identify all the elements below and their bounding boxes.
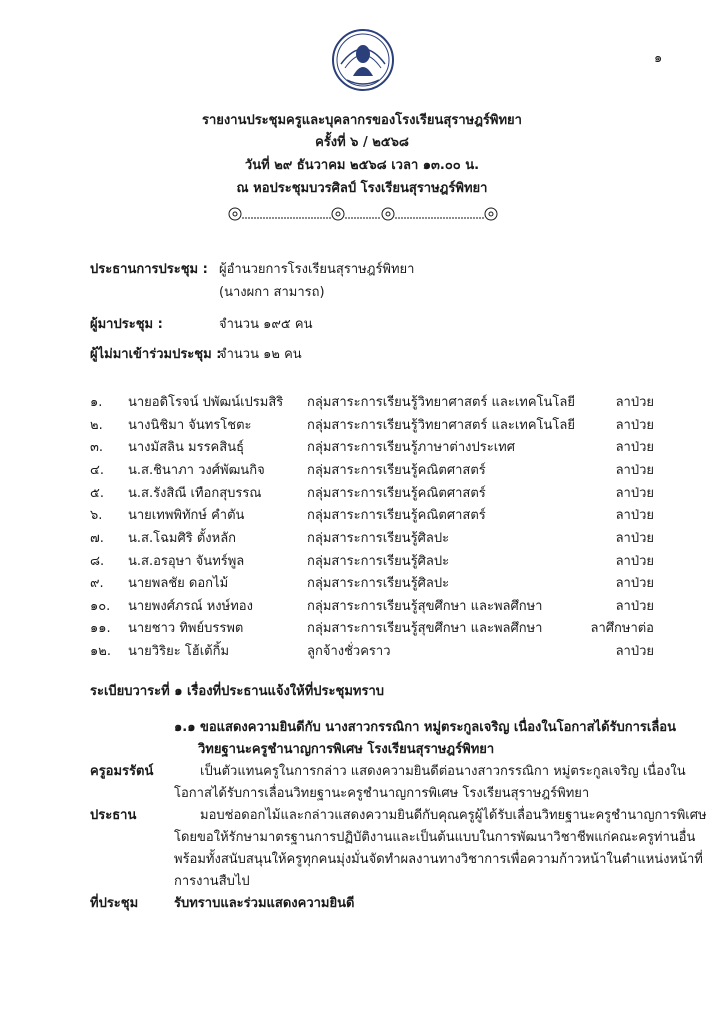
item-reason: ลาป่วย — [615, 486, 654, 501]
chair-label: ประธานการประชุม : — [90, 262, 208, 277]
item-department: กลุ่มสาระการเรียนรู้ศิลปะ — [307, 554, 450, 569]
list-item — [0, 595, 724, 616]
item-reason: ลาป่วย — [615, 554, 654, 569]
chairperson-text-2: โดยขอให้รักษามาตรฐานการปฏิบัติงานและเป็นต้นแบบในการพัฒนาวิชาชีพแก่คณะครูท่านอื่น — [174, 830, 696, 845]
item-reason: ลาป่วย — [615, 644, 654, 659]
item-name: นางมัสลิน มรรคสินธุ์ — [128, 440, 245, 455]
item-name: นายอดิโรจน์ ปพัฒน์เปรมสิริ — [128, 395, 284, 410]
attendees-label: ผู้มาประชุม : — [90, 317, 163, 332]
item-department: กลุ่มสาระการเรียนรู้สุขศึกษา และพลศึกษา — [307, 599, 543, 614]
list-item — [0, 640, 724, 661]
chair-name: (นางผกา สามารถ) — [219, 285, 325, 300]
agenda-item-title-cont: วิทยฐานะครูชำนาญการพิเศษ โรงเรียนสุราษฎร์พิทยา — [198, 742, 495, 757]
item-name: นายชาว ทิพย์บรรพต — [128, 621, 244, 636]
list-item — [0, 572, 724, 593]
meeting-venue: ณ หอประชุมบวรศิลป์ โรงเรียนสุราษฎร์พิทยา — [236, 181, 488, 196]
item-reason: ลาป่วย — [615, 418, 654, 433]
item-number: ๗. — [90, 531, 104, 546]
item-number: ๙. — [90, 576, 104, 591]
item-reason: ลาป่วย — [615, 508, 654, 523]
item-reason: ลาป่วย — [615, 463, 654, 478]
list-item — [0, 550, 724, 571]
item-number: ๓. — [90, 440, 104, 455]
speaker-label: ครูอมรรัตน์ — [90, 764, 154, 779]
list-item — [0, 436, 724, 457]
item-department: กลุ่มสาระการเรียนรู้คณิตศาสตร์ — [307, 463, 486, 478]
item-department: ลูกจ้างชั่วคราว — [307, 644, 391, 659]
agenda-item-title: ๑.๑ ขอแสดงความยินดีกับ นางสาวกรรณิกา หมู่ตระกูลเจริญ เนื่องในโอกาสได้รับการเลื่อน — [174, 720, 677, 735]
item-name: นายพงศ์ภรณ์ หงษ์ทอง — [128, 599, 253, 614]
chairperson-text-4: การงานสืบไป — [174, 874, 250, 889]
item-department: กลุ่มสาระการเรียนรู้คณิตศาสตร์ — [307, 508, 486, 523]
ornamental-divider — [228, 206, 498, 222]
item-name: นายวิริยะ โฮ้เต้กิ้ม — [128, 644, 230, 659]
item-department: กลุ่มสาระการเรียนรู้ภาษาต่างประเทศ — [307, 440, 515, 455]
chair-value: ผู้อำนวยการโรงเรียนสุราษฎร์พิทยา — [219, 262, 415, 277]
item-number: ๑๐. — [90, 599, 111, 614]
item-name: น.ส.รังสิณี เทือกสุบรรณ — [128, 486, 262, 501]
item-reason: ลาป่วย — [615, 395, 654, 410]
resolution-label: ที่ประชุม — [90, 896, 139, 911]
item-reason: ลาป่วย — [615, 440, 654, 455]
item-number: ๑๑. — [90, 621, 111, 636]
list-item — [0, 527, 724, 548]
item-number: ๘. — [90, 554, 105, 569]
item-number: ๑๒. — [90, 644, 111, 659]
item-department: กลุ่มสาระการเรียนรู้ศิลปะ — [307, 531, 450, 546]
school-logo — [331, 28, 395, 92]
list-item — [0, 414, 724, 435]
item-reason: ลาป่วย — [615, 576, 654, 591]
list-item — [0, 482, 724, 503]
item-name: นายเทพพิทักษ์ คำตัน — [128, 508, 245, 523]
chairperson-label: ประธาน — [90, 808, 137, 823]
item-number: ๒. — [90, 418, 103, 433]
item-department: กลุ่มสาระการเรียนรู้คณิตศาสตร์ — [307, 486, 486, 501]
item-name: น.ส.อรอุษา จันทร์พูล — [128, 554, 245, 569]
attendees-count: จำนวน ๑๙๕ คน — [219, 317, 313, 332]
item-name: น.ส.ชินาภา วงศ์พัฒนกิจ — [128, 463, 265, 478]
report-title: รายงานประชุมครูและบุคลากรของโรงเรียนสุราษฎร์พิทยา — [202, 113, 522, 128]
absent-count: จำนวน ๑๒ คน — [219, 347, 302, 362]
item-number: ๔. — [90, 463, 104, 478]
page-number: ๑ — [654, 51, 663, 66]
item-department: กลุ่มสาระการเรียนรู้ศิลปะ — [307, 576, 450, 591]
item-number: ๕. — [90, 486, 104, 501]
item-reason: ลาป่วย — [615, 599, 654, 614]
item-name: นางนิชิมา จันทรโชตะ — [128, 418, 252, 433]
meeting-number: ครั้งที่ ๖ / ๒๕๖๘ — [315, 135, 409, 150]
item-department: กลุ่มสาระการเรียนรู้วิทยาศาสตร์ และเทคโนโลยี — [307, 418, 575, 433]
list-item — [0, 617, 724, 638]
item-department: กลุ่มสาระการเรียนรู้สุขศึกษา และพลศึกษา — [307, 621, 543, 636]
meeting-date: วันที่ ๒๙ ธันวาคม ๒๕๖๘ เวลา ๑๓.๐๐ น. — [244, 158, 480, 173]
item-name: น.ส.โฉมศิริ ตั้งหลัก — [128, 531, 237, 546]
list-item — [0, 504, 724, 525]
speaker-text-cont: โอกาสได้รับการเลื่อนวิทยฐานะครูชำนาญการพิเศษ โรงเรียนสุราษฎร์พิทยา — [174, 786, 590, 801]
chairperson-text: มอบช่อดอกไม้และกล่าวแสดงความยินดีกับคุณครูผู้ได้รับเลื่อนวิทยฐานะครูชำนาญการพิเศษ — [200, 808, 707, 823]
agenda-heading: ระเบียบวาระที่ ๑ เรื่องที่ประธานแจ้งให้ที่ประชุมทราบ — [90, 684, 384, 699]
list-item — [0, 459, 724, 480]
item-name: นายพลชัย ดอกไม้ — [128, 576, 229, 591]
item-number: ๑. — [90, 395, 103, 410]
resolution-text: รับทราบและร่วมแสดงความยินดี — [174, 896, 355, 911]
list-item — [0, 391, 724, 412]
item-reason: ลาศึกษาต่อ — [590, 621, 654, 636]
item-reason: ลาป่วย — [615, 531, 654, 546]
chairperson-text-3: พร้อมทั้งสนับสนุนให้ครูทุกคนมุ่งมั่นจัดทำผลงานทางวิชาการเพื่อความก้าวหน้าในตำแหน่งหน้าที่ — [174, 852, 703, 867]
item-number: ๖. — [90, 508, 103, 523]
speaker-text: เป็นตัวแทนครูในการกล่าว แสดงความยินดีต่อนางสาวกรรณิกา หมู่ตระกูลเจริญ เนื่องใน — [200, 764, 686, 779]
absent-label: ผู้ไม่มาเข้าร่วมประชุม : — [90, 347, 222, 362]
item-department: กลุ่มสาระการเรียนรู้วิทยาศาสตร์ และเทคโนโลยี — [307, 395, 575, 410]
